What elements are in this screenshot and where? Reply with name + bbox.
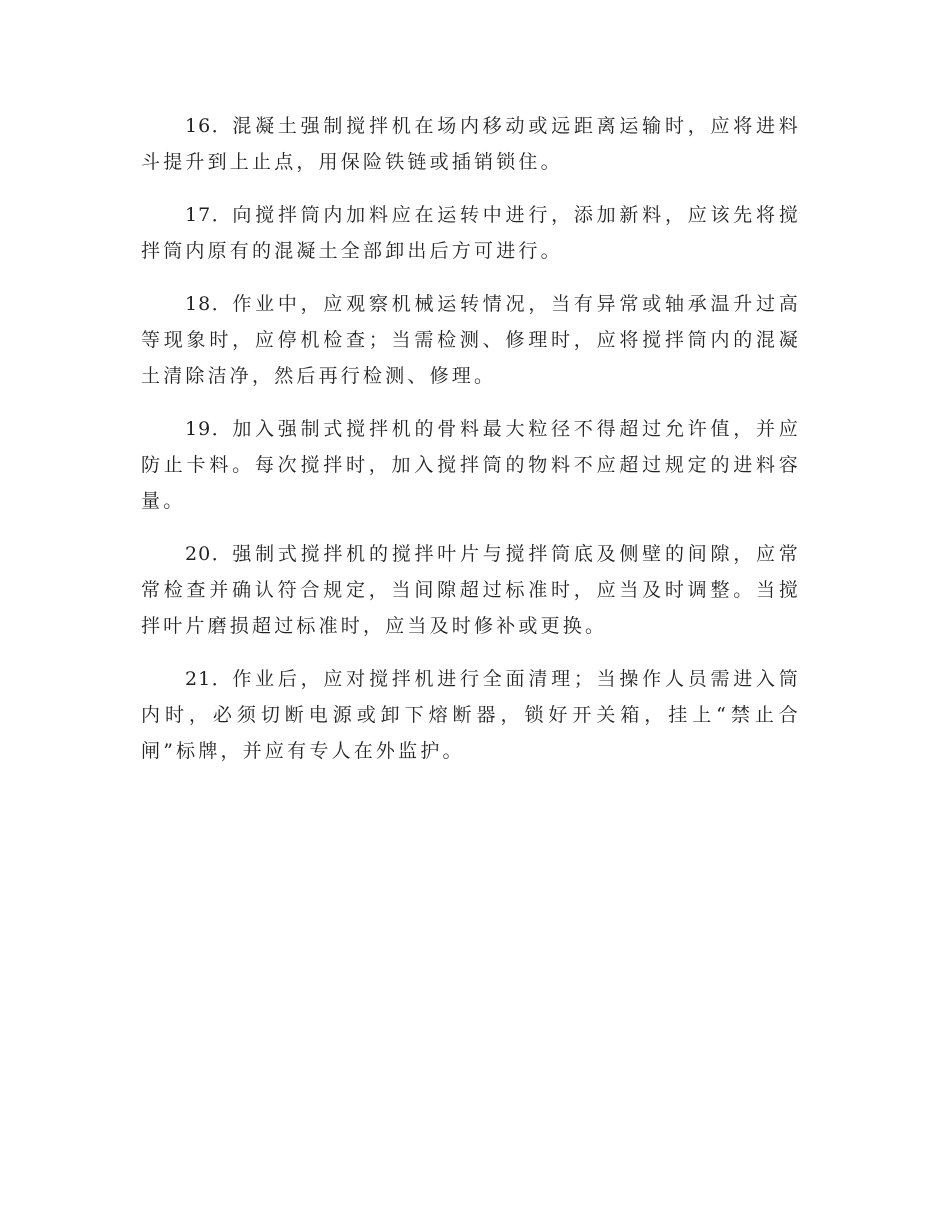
paragraph-21 xyxy=(141,661,801,769)
paragraph-number: 21． xyxy=(185,668,233,690)
paragraph-text: 作业中，应观察机械运转情况，当有异常或轴承温升过高等现象时，应停机检查；当需检测、修理时，应将搅拌筒内的混凝土清除洁净，然后再行检测、修理。 xyxy=(141,293,801,387)
paragraph-text: 混凝土强制搅拌机在场内移动或远距离运输时，应将进料斗提升到上止点，用保险铁链或插销锁住。 xyxy=(141,115,801,173)
paragraph-16 xyxy=(141,108,801,180)
paragraph-19 xyxy=(141,411,801,519)
paragraph-number: 17． xyxy=(185,204,233,226)
paragraph-18 xyxy=(141,286,801,394)
paragraph-number: 20． xyxy=(185,543,233,565)
paragraph-number: 19． xyxy=(185,418,233,440)
paragraph-text: 向搅拌筒内加料应在运转中进行，添加新料，应该先将搅拌筒内原有的混凝土全部卸出后方可进行。 xyxy=(141,204,801,262)
paragraph-text: 作业后，应对搅拌机进行全面清理；当操作人员需进入筒内时，必须切断电源或卸下熔断器，锁好开关箱，挂上“禁止合闸”标牌，并应有专人在外监护。 xyxy=(141,668,801,762)
paragraph-17 xyxy=(141,197,801,269)
paragraph-text: 强制式搅拌机的搅拌叶片与搅拌筒底及侧壁的间隙，应常常检查并确认符合规定，当间隙超过标准时，应当及时调整。当搅拌叶片磨损超过标准时，应当及时修补或更换。 xyxy=(141,543,801,637)
document-body xyxy=(141,108,801,786)
paragraph-text: 加入强制式搅拌机的骨料最大粒径不得超过允许值，并应防止卡料。每次搅拌时，加入搅拌筒的物料不应超过规定的进料容量。 xyxy=(141,418,801,512)
paragraph-number: 16． xyxy=(185,115,233,137)
paragraph-number: 18． xyxy=(185,293,233,315)
paragraph-20 xyxy=(141,536,801,644)
